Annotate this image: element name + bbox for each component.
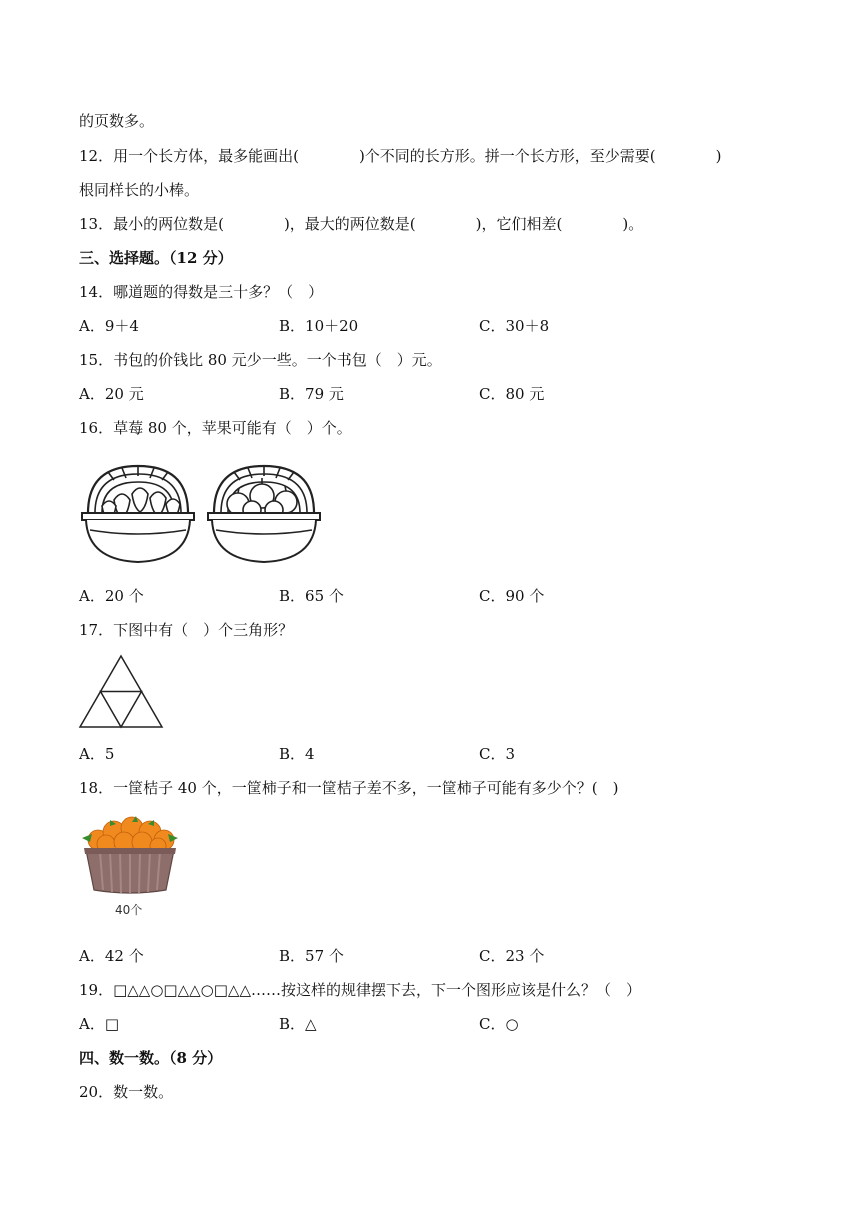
- q19-option-c: C．○: [479, 1015, 519, 1033]
- q15-option-b: B．79 元: [279, 385, 344, 403]
- question-15: 15．书包的价钱比 80 元少一些。一个书包（ ）元。: [79, 351, 442, 369]
- triangle-figure: [78, 654, 164, 730]
- q16-option-c: C．90 个: [479, 587, 545, 605]
- strawberry-basket-icon: [82, 466, 194, 562]
- question-17: 17．下图中有（ ）个三角形？: [79, 621, 294, 639]
- question-14: 14．哪道题的得数是三十多？（ ）: [79, 283, 324, 301]
- q16-option-a: A．20 个: [79, 587, 144, 605]
- q17-option-b: B．4: [279, 745, 315, 763]
- question-12-line-1: 12．用一个长方体，最多能画出( )个不同的长方形。拼一个长方形，至少需要( ): [79, 147, 722, 165]
- question-20: 20．数一数。: [79, 1083, 174, 1101]
- q14-option-a: A．9＋4: [79, 317, 139, 335]
- q18-option-b: B．57 个: [279, 947, 344, 965]
- question-12-line-2: 根同样长的小棒。: [79, 181, 200, 199]
- text-line-continuation: 的页数多。: [79, 112, 155, 130]
- persimmon-basket-figure: [80, 812, 180, 898]
- basket-count-label: 40个: [115, 903, 143, 917]
- q18-option-c: C．23 个: [479, 947, 545, 965]
- section-3-heading: 三、选择题。（12 分）: [79, 249, 233, 267]
- fruit-baskets-figure: [78, 458, 328, 566]
- q16-option-b: B．65 个: [279, 587, 344, 605]
- q19-option-b: B．△: [279, 1015, 317, 1033]
- q17-option-a: A．5: [79, 745, 115, 763]
- q18-option-a: A．42 个: [79, 947, 144, 965]
- section-4-heading: 四、数一数。（8 分）: [79, 1049, 223, 1067]
- q17-option-c: C．3: [479, 745, 516, 763]
- question-19: 19．□△△○□△△○□△△……按这样的规律摆下去，下一个图形应该是什么？（ ）: [79, 981, 641, 999]
- q15-option-c: C．80 元: [479, 385, 545, 403]
- q14-option-c: C．30＋8: [479, 317, 550, 335]
- question-13: 13．最小的两位数是( )，最大的两位数是( )，它们相差( )。: [79, 215, 644, 233]
- q15-option-a: A．20 元: [79, 385, 144, 403]
- question-18: 18．一筐桔子 40 个，一筐柿子和一筐桔子差不多，一筐柿子可能有多少个？( ): [79, 779, 619, 797]
- persimmon-basket-icon: [82, 816, 178, 893]
- q19-option-a: A．□: [79, 1015, 120, 1033]
- question-16: 16．草莓 80 个，苹果可能有（ ）个。: [79, 419, 352, 437]
- q14-option-b: B．10＋20: [279, 317, 359, 335]
- apple-basket-icon: [208, 466, 320, 562]
